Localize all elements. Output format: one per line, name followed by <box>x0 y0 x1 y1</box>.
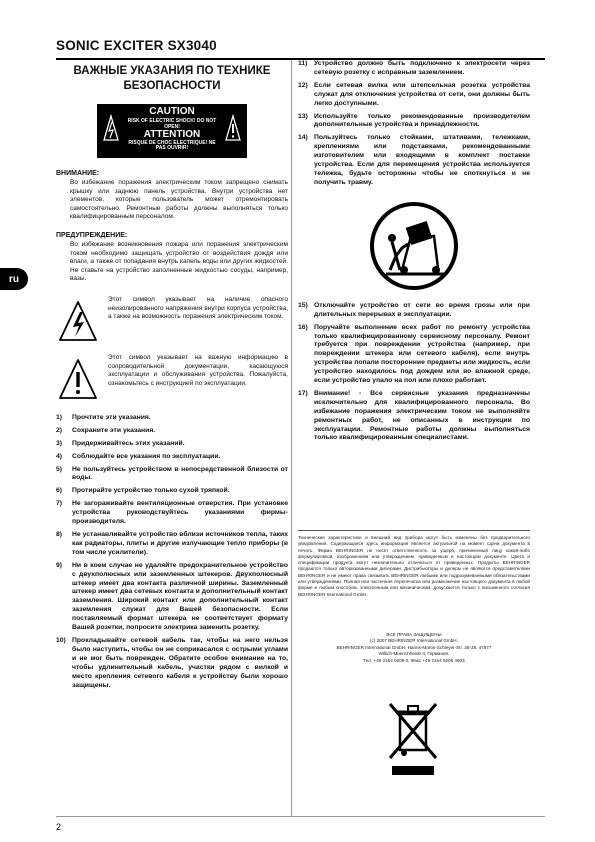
list-item: 12) Если сетевая вилка или штепсельная розетка устройства служат для отключения устройства от сети, они должны быть легко доступными. <box>298 81 530 107</box>
warning-text: Во избежание поражения электрическим током запрещено снимать крышку или заднюю панель устройства. Внутри устройства нет элементов, которые пользователь может отремонтировать самостоятельно. Ремонтные работы должны выполняться только квалифицированным персоналом. <box>70 179 288 221</box>
caution-heading: CAUTION <box>149 106 195 117</box>
page-title: ВАЖНЫЕ УКАЗАНИЯ ПО ТЕХНИКЕ БЕЗОПАСНОСТИ <box>73 65 271 92</box>
list-item: 11) Устройство должно быть подключено к электросети через сетевую розетку с исправным заземлением. <box>298 60 530 76</box>
product-title: SONIC EXCITER SX3040 <box>56 38 217 53</box>
rights-line: ВСЕ ПРАВА ЗАЩИЩЕНЫ <box>386 632 442 637</box>
list-item: 6) Протирайте устройство только сухой тряпкой. <box>56 487 230 495</box>
safety-list-final <box>298 302 530 444</box>
caution-subtext: RISK OF ELECTRIC SHOCK! DO NOT OPEN! <box>127 118 217 130</box>
language-tab: ru <box>0 268 28 290</box>
list-item: 9) Ни в коем случае не удаляйте предохранительное устройство с двухполюсных или заземленных штекеров. Двухполюсный штекер имеет два контакта различной ширины. Заземленный штекер имеет два сетевых контакта и дополнительный контакт заземления. Широкий контакт или дополнительный контакт заземления служат для Вашей безопасности. Если поставляемый формат штекера не соответствует формату Вашей розетки, попросите электрика заменить розетку. <box>56 561 288 632</box>
caution-label <box>97 104 247 158</box>
rights-line: BEHRINGER International GmbH, Hanns-Martin-Schleyer-Str. 36-38, 47877 <box>336 644 492 650</box>
caution-heading-2: ПРЕДУПРЕЖДЕНИЕ: <box>56 231 128 239</box>
footer-rule <box>56 816 545 817</box>
list-item: 3) Придерживайтесь этих указаний. <box>56 439 185 447</box>
symbol-explanation <box>56 354 288 402</box>
list-item: 5) Не пользуйтесь устройством в непосредственной близости от воды. <box>56 465 288 482</box>
attention-subtext: RISQUE DE CHOC ELECTRIQUE! NE PAS OUVRIR! <box>128 140 216 151</box>
copyright-block <box>298 632 530 664</box>
list-item: 13) Используйте только рекомендованные производителем дополнительные устройства и принадлежности. <box>298 112 530 129</box>
list-item: 7) Не загораживайте вентиляционные отверстия. При установке устройства руководствуйтесь указаниями фирмы-производителя. <box>56 500 288 526</box>
list-item: 16) Поручайте выполнение всех работ по ремонту устройства только квалифицированному сервисному персоналу. Ремонт требуется при повреждении устройства (например, при повреждении штекера или сетевого кабеля), если внутрь устройства попали посторонние предметы или жидкость, если устройство находилось под дождем или во влажной среде, если устройство упало на пол или плохо работает. <box>298 323 530 385</box>
left-column <box>56 60 288 694</box>
page-header <box>56 38 545 60</box>
list-item: 15) Отключайте устройство от сети во время грозы или при длительных перерывах в эксплуатации. <box>298 301 530 318</box>
list-item: 10) Прокладывайте сетевой кабель так, чтобы на него нельзя было наступить, чтобы он не соприкасался с острыми углами и не мог быть поврежден. Обратите особое внимание на то, чтобы удлинительный кабель, участки рядом с вилкой и место крепления сетевого кабеля к устройству были хорошо защищены. <box>56 636 288 689</box>
right-column <box>298 60 530 447</box>
list-item: 4) Соблюдайте все указания по эксплуатации. <box>56 452 221 460</box>
safety-list-continued <box>298 60 530 188</box>
crossed-bin-icon <box>384 700 442 778</box>
attention-heading: ATTENTION <box>143 129 201 140</box>
symbol-text: Этот символ указывает на наличие опасного неизолированного напряжения внутри корпуса устройства, а также на возможность поражения электрическим током. <box>108 295 288 321</box>
symbol-explanation <box>56 296 288 344</box>
list-item: 17) Внимание! - Все сервисные указания предназначены исключительно для квалифицированного персонала. Во избежание поражения электрическим током не выполняйте ремонтных работ, не описанных в инструкции по эксплуатации. Ремонтные работы должны выполняться только квалифицированным специалистами. <box>298 389 530 442</box>
column-divider <box>291 60 292 816</box>
list-item: 1) Прочтите эти указания. <box>56 413 151 421</box>
safety-list <box>56 414 288 690</box>
rights-line: (c) 2007 BEHRINGER International GmbH, <box>370 638 458 644</box>
list-item: 8) Не устанавливайте устройство вблизи источников тепла, таких как радиаторы, плиты и другие излучающие тепло приборы (в том числе усилители). <box>56 531 288 556</box>
legal-disclaimer: Технические характеристики и внешний вид прибора могут быть изменены без предварительного уведомления. Содержащаяся здесь информация является актуальной на момент сдачи документа в печать. Фирма BEHRINGER не несет ответственность за ущерб, причиненный лицу какой-либо формулировкой, изображением или утверждением, приведенным в настоящем документе. Цвета и спецификации продукта могут незначительно отличаться от приведенных. Продукты BEHRINGER продаются только авторизованными дилерами. Дистрибьюторы и дилеры не являются представителями BEHRINGER и не имеют права связывать BEHRINGER любыми или подразумеваемыми обязательствами или утверждениями. Полная или частичная перепечатка или размножение настоящего документа в любой форме и любым способом, электронным или механическим, допускается только с письменного согласия BEHRINGER International GmbH. <box>298 530 530 598</box>
list-item: 14) Пользуйтесь только стойками, штативами, тележками, креплениями или подставками, рекомендованными изготовителем или входящими в комплект поставки устройства. Если для перемещения устройства используется тележка, будьте осторожны чтобы не споткнуться и не получить травму. <box>298 134 530 186</box>
caution-text: Во избежание возникновения пожара или поражения электрическим током необходимо защищать устройство от воздействия дождя или влаги, а также от попадания внутрь капель воды или других жидкостей. Не ставьте на устройство заполненные жидкостью сосуды, например, вазы. <box>70 240 288 283</box>
rights-line: Тел. +49 2154 9206 0, Факс +49 2154 9206 4903 <box>363 657 465 663</box>
lightning-triangle-icon <box>56 296 108 344</box>
page-number: 2 <box>56 822 62 832</box>
exclamation-triangle-icon <box>225 114 241 142</box>
cart-tip-warning-icon <box>368 200 460 292</box>
symbol-text: Этот символ указывает на важную информацию в сопроводительной документации, касающуюся эксплуатации и обслуживания устройства. Пожалуйста, ознакомьтесь с инструкцией по эксплуатации. <box>108 353 288 387</box>
list-item: 2) Сохраните эти указания. <box>56 426 156 434</box>
warning-heading: ВНИМАНИЕ: <box>56 170 100 177</box>
exclamation-triangle-icon <box>56 354 108 402</box>
lightning-triangle-icon <box>103 114 119 142</box>
rights-line: Willich-Muenchheide II, Германия. <box>378 651 450 657</box>
